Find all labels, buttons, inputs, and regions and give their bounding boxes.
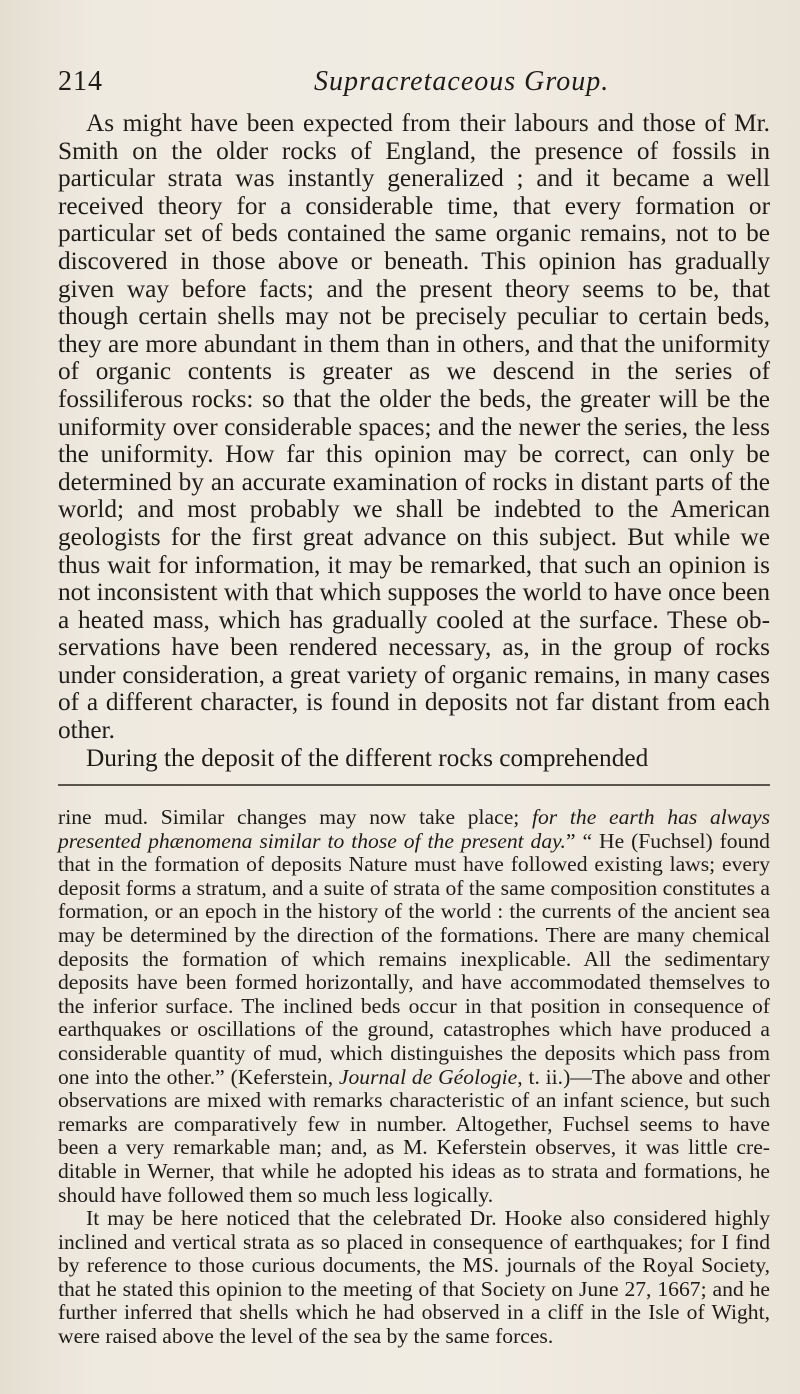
footnote-text: ” “ He (Fuchsel) found that in the formation of deposits Nature must have followed existing laws; every deposit forms a stratum, and a suite of strata of the same composition constitutes a formation, or an epoch in the history of the world : the currents of the ancient sea may be determined by the direction of the formations. There are many chemical deposits the formation of which remains inexplicable. All the sedimentary deposits have been formed horizontally, and have accommodated themselves to the inferior surface. The inclined beds occur in that position in consequence of earthquakes or oscillations of the ground, catastrophes which have produced a considerable quantity of mud, which distinguishes the deposits which pass from one into the other.” (Keferstein, <box>58 828 770 1089</box>
footnote-divider <box>58 784 770 786</box>
footnote-text: , t. ii.)—The above and other observations are mixed with remarks characteristic of an infant science, but such remarks are comparatively few in number. Altogether, Fuchsel seems to have been a very remarkable man; and, as M. Keferstein observes, it was little creditable in Werner, that while he adopted his ideas as to strata and formations, he should have followed them so much less logically. <box>58 1064 770 1207</box>
footnote-italic-quote: for the earth has always presented phænomena similar to those of the present day. <box>58 805 770 853</box>
page-number: 214 <box>58 66 103 97</box>
main-text <box>58 110 770 772</box>
main-paragraph: As might have been expected from their labours and those of Mr. Smith on the older rocks of England, the presence of fossils in particular strata was instantly generalized ; and it became a well received theory for a considerable time, that every formation or particular set of beds contained the same organic remains, not to be discovered in those above or beneath. This opinion has gradually given way before facts; and the present theory seems to be, that though certain shells may not be precisely peculiar to certain beds, they are more abundant in them than in others, and that the uniformity of organic contents is greater as we descend in the series of fossiliferous rocks: so that the older the beds, the greater will be the uniformity over considerable spaces; and the newer the series, the less the uniformity. How far this opinion may be correct, can only be determined by an accurate examination of rocks in distant parts of the world; and most probably we shall be indebted to the American geologists for the first great advance on this subject. But while we thus wait for information, it may be remarked, that such an opinion is not inconsistent with that which supposes the world to have once been a heated mass, which has gradually cooled at the surface. These observations have been rendered necessary, as, in the group of rocks under consideration, a great variety of organic remains, in many cases of a different character, is found in deposits not far distant from each other. <box>58 109 770 745</box>
main-paragraph: During the deposit of the different rocks comprehended <box>86 743 649 772</box>
page-header <box>58 66 758 100</box>
footnote-journal-title: Journal de Géologie <box>338 1064 518 1089</box>
footnote-paragraph <box>58 806 770 1207</box>
running-title: Supracretaceous Group. <box>314 66 610 97</box>
footnote <box>58 806 770 1349</box>
footnote-paragraph: It may be here noticed that the celebrated Dr. Hooke also considered highly inclined and vertical strata as so placed in consequence of earthquakes; for I find by reference to those curious documents, the MS. journals of the Royal Society, that he stated this opinion to the meeting of that Society on June 27, 1667; and he further inferred that shells which he had observed in a cliff in the Isle of Wight, were raised above the level of the sea by the same forces. <box>58 1206 770 1349</box>
footnote-text: rine mud. Similar changes may now take place; <box>58 805 533 829</box>
